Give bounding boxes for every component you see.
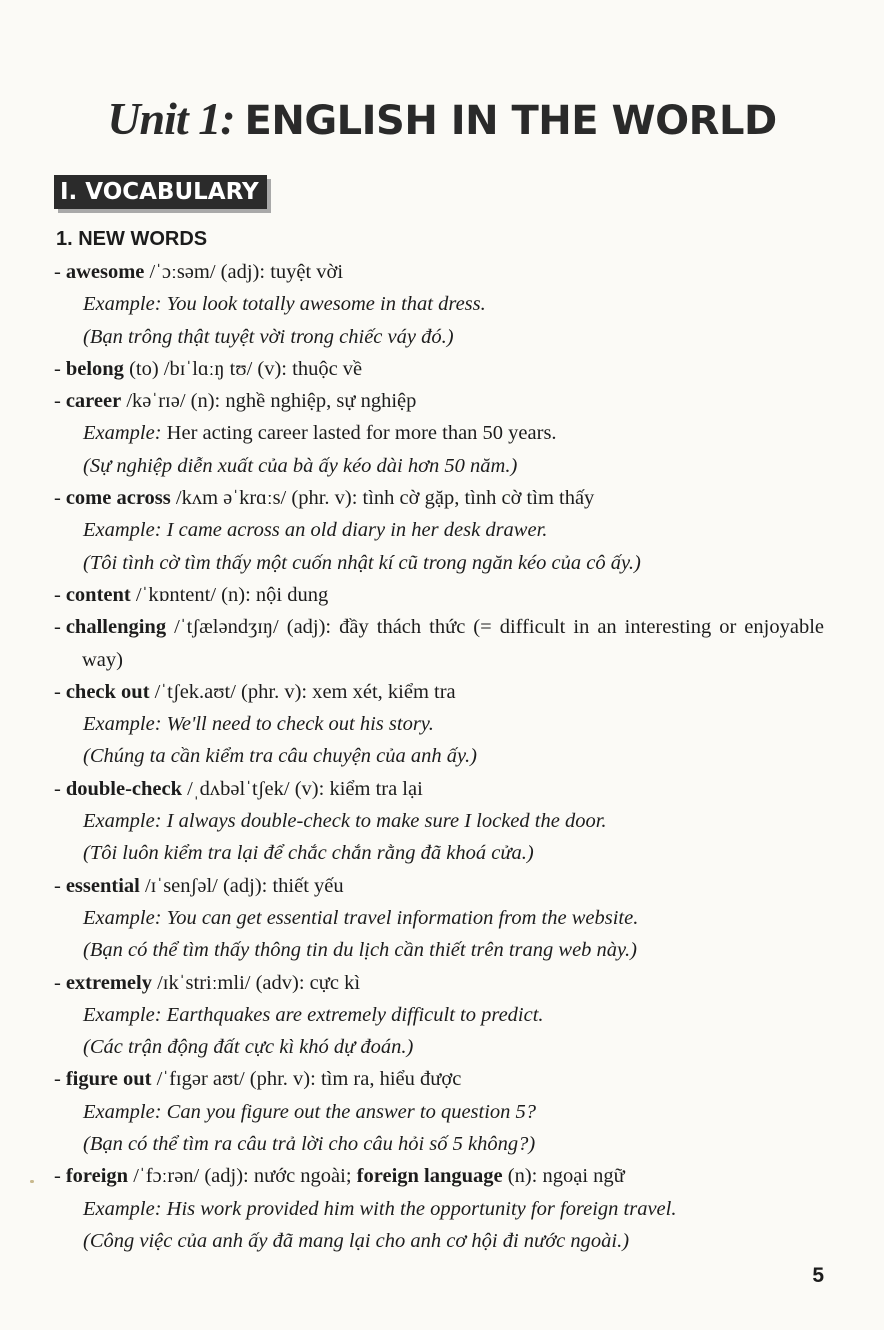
entry-definition: /kəˈrɪə/ (n): nghề nghiệp, sự nghiệp (121, 390, 417, 413)
vocab-entry (54, 256, 824, 353)
entry-word: foreign (65, 1165, 129, 1188)
example-label: Example: (83, 906, 162, 929)
entry-headline (54, 579, 824, 611)
entry-headline (54, 1160, 824, 1192)
entry-word: content (65, 583, 131, 606)
entry-bullet: - (54, 874, 61, 897)
example-sentence: Can you figure out the answer to question 5? (161, 1100, 537, 1123)
entry-bullet: - (54, 1165, 61, 1188)
entry-example (54, 805, 824, 837)
example-sentence: You look totally awesome in that dress. (161, 293, 486, 316)
example-label: Example: (83, 519, 162, 542)
example-label: Example: (83, 810, 162, 833)
entry-word: extremely (65, 971, 152, 994)
entry-bullet: - (54, 390, 61, 413)
unit-title (0, 92, 884, 145)
example-translation: (Chúng ta cần kiểm tra câu chuyện của anh ấy.) (83, 745, 477, 768)
entry-headline (54, 773, 824, 805)
entry-definition: /ˈtʃek.aʊt/ (phr. v): xem xét, kiểm tra (149, 680, 456, 703)
page-number: 5 (812, 1264, 824, 1287)
example-label: Example: (83, 1003, 162, 1026)
example-translation: (Bạn có thể tìm ra câu trả lời cho câu hỏi số 5 không?) (83, 1133, 536, 1156)
entry-headline (54, 482, 824, 514)
entry-word: career (65, 390, 122, 413)
entry-word: figure out (65, 1068, 152, 1091)
vocab-entry (54, 1063, 824, 1160)
unit-name: ENGLISH IN THE WORLD (244, 98, 777, 144)
subsection-heading: 1. NEW WORDS (56, 228, 208, 250)
entry-word: check out (65, 680, 150, 703)
entry-definition: /ˈtʃæləndʒɪŋ/ (adj): đầy thách thức (= difficult in an interesting or enjoyable way) (82, 616, 824, 671)
entry-word: awesome (65, 261, 145, 283)
entry-headline (54, 676, 824, 708)
example-translation: (Sự nghiệp diễn xuất của bà ấy kéo dài hơn 50 năm.) (83, 454, 518, 477)
unit-label: Unit 1: (107, 93, 235, 144)
example-label: Example: (83, 422, 162, 445)
entry-definition-secondary: (n): ngoại ngữ (502, 1165, 625, 1188)
example-sentence: We'll need to check out his story. (161, 713, 434, 736)
example-translation: (Các trận động đất cực kì khó dự đoán.) (83, 1036, 414, 1059)
entry-example (54, 1193, 824, 1225)
entry-bullet: - (54, 583, 61, 606)
entry-definition: /ˌdʌbəlˈtʃek/ (v): kiểm tra lại (182, 777, 423, 800)
entry-headline (54, 385, 824, 417)
example-label: Example: (83, 1100, 162, 1123)
section-heading: I. VOCABULARY (54, 175, 267, 209)
vocab-entry (54, 482, 824, 579)
entry-definition: (to) /bɪˈlɑːŋ tʊ/ (v): thuộc về (123, 357, 363, 380)
vocab-entry (54, 870, 824, 967)
entry-example (54, 999, 824, 1031)
entry-headline (54, 353, 824, 385)
entry-bullet: - (54, 971, 61, 994)
entry-example (54, 708, 824, 740)
example-translation: (Bạn có thể tìm thấy thông tin du lịch cần thiết trên trang web này.) (83, 939, 637, 962)
entry-definition: /ˈkɒntent/ (n): nội dung (130, 583, 329, 606)
entry-headline (54, 611, 824, 676)
entry-example (54, 417, 824, 449)
entry-example (54, 902, 824, 934)
vocab-entry (54, 1160, 824, 1257)
example-sentence: I came across an old diary in her desk drawer. (161, 519, 548, 542)
vocab-entry (54, 967, 824, 1064)
entry-word: challenging (65, 616, 167, 639)
entry-bullet: - (54, 1068, 61, 1091)
vocab-entry (54, 353, 824, 385)
entry-word: essential (65, 874, 140, 897)
entry-word: double-check (65, 777, 183, 800)
entry-word-secondary: foreign language (356, 1165, 503, 1188)
example-sentence: Her acting career lasted for more than 50 years. (161, 422, 557, 445)
entry-bullet: - (54, 777, 61, 800)
vocab-entry (54, 611, 824, 676)
example-sentence: You can get essential travel information from the website. (161, 906, 639, 929)
vocab-entry (54, 579, 824, 611)
vocab-entry (54, 385, 824, 482)
entry-definition: /ˈfɔːrən/ (adj): nước ngoài; (128, 1165, 357, 1188)
entry-bullet: - (54, 616, 61, 639)
entry-word: belong (65, 357, 124, 380)
example-translation: (Tôi tình cờ tìm thấy một cuốn nhật kí cũ trong ngăn kéo của cô ấy.) (83, 551, 641, 574)
vocab-entry (54, 773, 824, 870)
entry-definition: /kʌm əˈkrɑːs/ (phr. v): tình cờ gặp, tình cờ tìm thấy (170, 487, 595, 510)
example-translation: (Tôi luôn kiểm tra lại để chắc chắn rằng đã khoá cửa.) (83, 842, 534, 865)
entry-example (54, 288, 824, 320)
entry-bullet: - (54, 680, 61, 703)
entry-headline (54, 256, 824, 288)
entry-headline (54, 1063, 824, 1095)
entry-headline (54, 870, 824, 902)
example-translation: (Bạn trông thật tuyệt vời trong chiếc váy đó.) (83, 325, 454, 348)
entry-example (54, 514, 824, 546)
entry-definition: /ˈfɪgər aʊt/ (phr. v): tìm ra, hiểu được (151, 1068, 462, 1091)
example-sentence: I always double-check to make sure I locked the door. (161, 810, 607, 833)
entry-definition: /ɪkˈstriːmli/ (adv): cực kì (151, 971, 361, 994)
entry-bullet: - (54, 261, 61, 283)
paper-speck (30, 1180, 34, 1183)
example-sentence: Earthquakes are extremely difficult to predict. (161, 1003, 544, 1026)
example-sentence: His work provided him with the opportunity for foreign travel. (161, 1197, 677, 1220)
entry-example (54, 1096, 824, 1128)
entry-bullet: - (54, 357, 61, 380)
entry-bullet: - (54, 487, 61, 510)
example-label: Example: (83, 1197, 162, 1220)
entry-definition: /ˈɔːsəm/ (adj): tuyệt vời (144, 261, 344, 283)
example-label: Example: (83, 713, 162, 736)
entry-definition: /ɪˈsenʃəl/ (adj): thiết yếu (139, 874, 344, 897)
vocab-entry (54, 676, 824, 773)
example-label: Example: (83, 293, 162, 316)
vocabulary-list (54, 256, 824, 1257)
entry-word: come across (65, 487, 171, 510)
example-translation: (Công việc của anh ấy đã mang lại cho anh cơ hội đi nước ngoài.) (83, 1229, 630, 1252)
entry-headline (54, 967, 824, 999)
